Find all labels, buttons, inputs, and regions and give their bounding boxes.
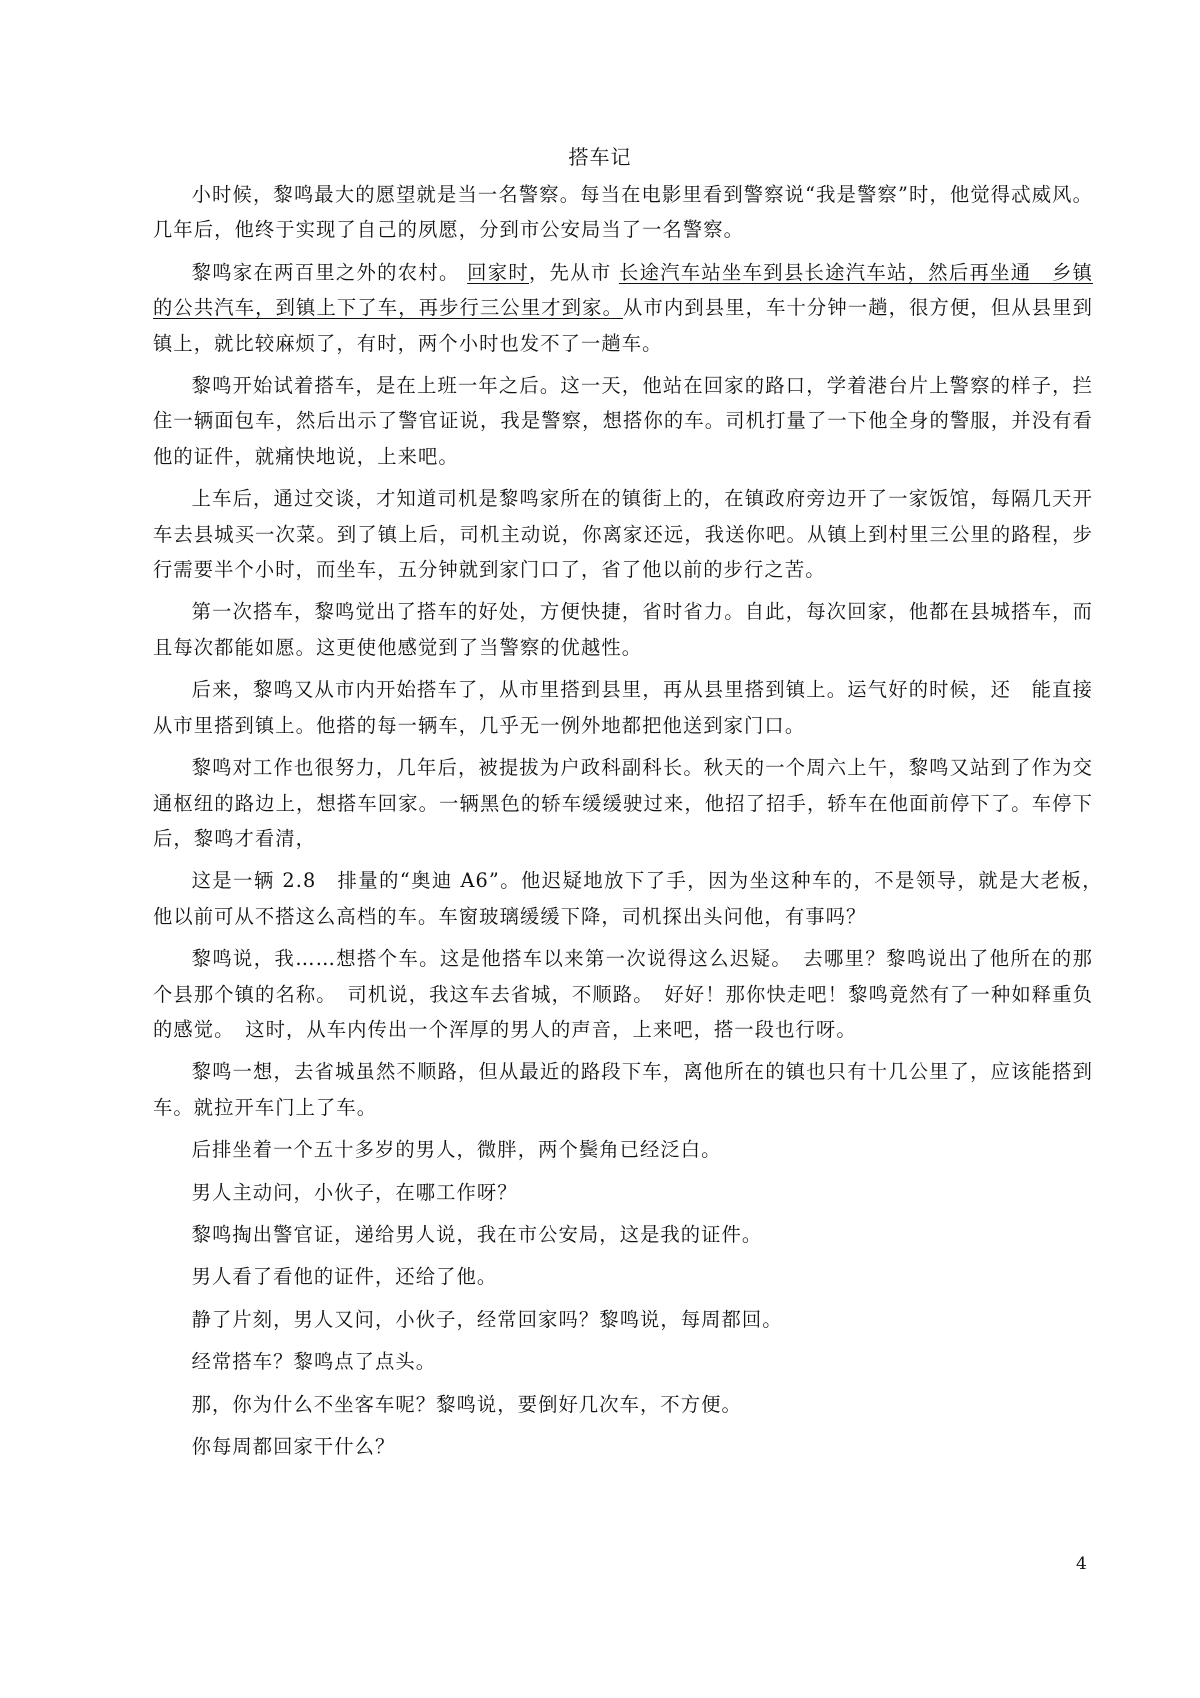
paragraph-2-text-after: 从市内到县里，车十分钟一趟，很方便，但从县里到镇上，就比较麻烦了，有时，两个小时也发不了一趟车。 bbox=[153, 296, 1093, 355]
document-body bbox=[153, 177, 1114, 1471]
paragraph-9: 黎鸣说，我……想搭个车。这是他搭车以来第一次说得这么迟疑。 去哪里？黎鸣说出了他所在的那个县那个镇的名称。 司机说，我这车去省城，不顺路。 好好！那你快走吧！黎鸣竟然有了一种如释重负的感觉。 这时，从车内传出一个浑厚的男人的声音，上来吧，搭一段也行呀。 bbox=[153, 947, 1093, 1041]
paragraph-11: 后排坐着一个五十多岁的男人，微胖，两个鬓角已经泛白。 bbox=[191, 1138, 722, 1162]
paragraph-14: 男人看了看他的证件，还给了他。 bbox=[191, 1265, 498, 1289]
paragraph-2 bbox=[153, 255, 1093, 361]
paragraph-1: 小时候，黎鸣最大的愿望就是当一名警察。每当在电影里看到警察说“我是警察”时，他觉得忒威风。几年后，他终于实现了自己的夙愿，分到市公安局当了一名警察。 bbox=[153, 183, 1093, 242]
paragraph-8: 这是一辆 2.8 排量的“奥迪 A6”。他迟疑地放下了手，因为坐这种车的，不是领导，就是大老板， 他以前可从不搭这么高档的车。车窗玻璃缓缓下降，司机探出头问他，有事吗？ bbox=[153, 869, 1114, 928]
paragraph-10: 黎鸣一想，去省城虽然不顺路，但从最近的路段下车，离他所在的镇也只有十几公里了，应该能搭到车。就拉开车门上了车。 bbox=[153, 1060, 1093, 1119]
paragraph-2-text-before: 黎鸣家在两百里之外的农村。 bbox=[191, 260, 468, 284]
paragraph-7: 黎鸣对工作也很努力，几年后，被提拔为户政科副科长。秋天的一个周六上午，黎鸣又站到了作为交通枢纽的路边上，想搭车回家。一辆黑色的轿车缓缓驶过来，他招了招手，轿车在他面前停下了。车停下后，黎鸣才看清， bbox=[153, 756, 1093, 850]
paragraph-18: 你每周都回家干什么？ bbox=[191, 1435, 396, 1458]
paragraph-2-underlined-text-2: 长途汽车站坐车到县长途汽车站，然后再坐通 乡镇的公共汽车，到镇上下了车，再步行三公里才到家。 bbox=[153, 260, 1093, 320]
document-title: 搭车记 bbox=[568, 145, 632, 169]
paragraph-13: 黎鸣掏出警官证，递给男人说，我在市公安局，这是我的证件。 bbox=[191, 1222, 763, 1246]
paragraph-4: 上车后，通过交谈，才知道司机是黎鸣家所在的镇街上的，在镇政府旁边开了一家饭馆，每隔几天开车去县城买一次菜。到了镇上后，司机主动说，你离家还远，我送你吧。从镇上到村里三公里的路程，步行需要半个小时，而坐车，五分钟就到家门口了，省了他以前的步行之苦。 bbox=[153, 487, 1093, 582]
paragraph-2-text-middle: ，先从市 bbox=[529, 260, 619, 284]
paragraph-3: 黎鸣开始试着搭车，是在上班一年之后。这一天，他站在回家的路口，学着港台片上警察的样子，拦住一辆面包车，然后出示了警官证说，我是警察，想搭你的车。司机打量了一下他全身的警服，并没有看他的证件，就痛快地说，上来吧。 bbox=[153, 374, 1093, 468]
paragraph-5: 第一次搭车，黎鸣觉出了搭车的好处，方便快捷，省时省力。自此，每次回家，他都在县城搭车，而且每次都能如愿。这更使他感觉到了当警察的优越性。 bbox=[153, 600, 1093, 659]
paragraph-6: 后来，黎鸣又从市内开始搭车了，从市里搭到县里，再从县里搭到镇上。运气好的时候，还 能直接从市里搭到镇上。他搭的每一辆车，几乎无一例外地都把他送到家门口。 bbox=[153, 678, 1093, 737]
page-number: 4 bbox=[1076, 1554, 1087, 1574]
paragraph-12: 男人主动问，小伙子，在哪工作呀？ bbox=[191, 1180, 518, 1204]
paragraph-15: 静了片刻，男人又问，小伙子，经常回家吗？黎鸣说，每周都回。 bbox=[191, 1307, 783, 1331]
paragraph-2-underlined-text-1: 回家时 bbox=[467, 260, 529, 284]
paragraph-17: 那，你为什么不坐客车呢？黎鸣说，要倒好几次车，不方便。 bbox=[191, 1392, 742, 1416]
paragraph-16: 经常搭车？黎鸣点了点头。 bbox=[191, 1350, 437, 1374]
